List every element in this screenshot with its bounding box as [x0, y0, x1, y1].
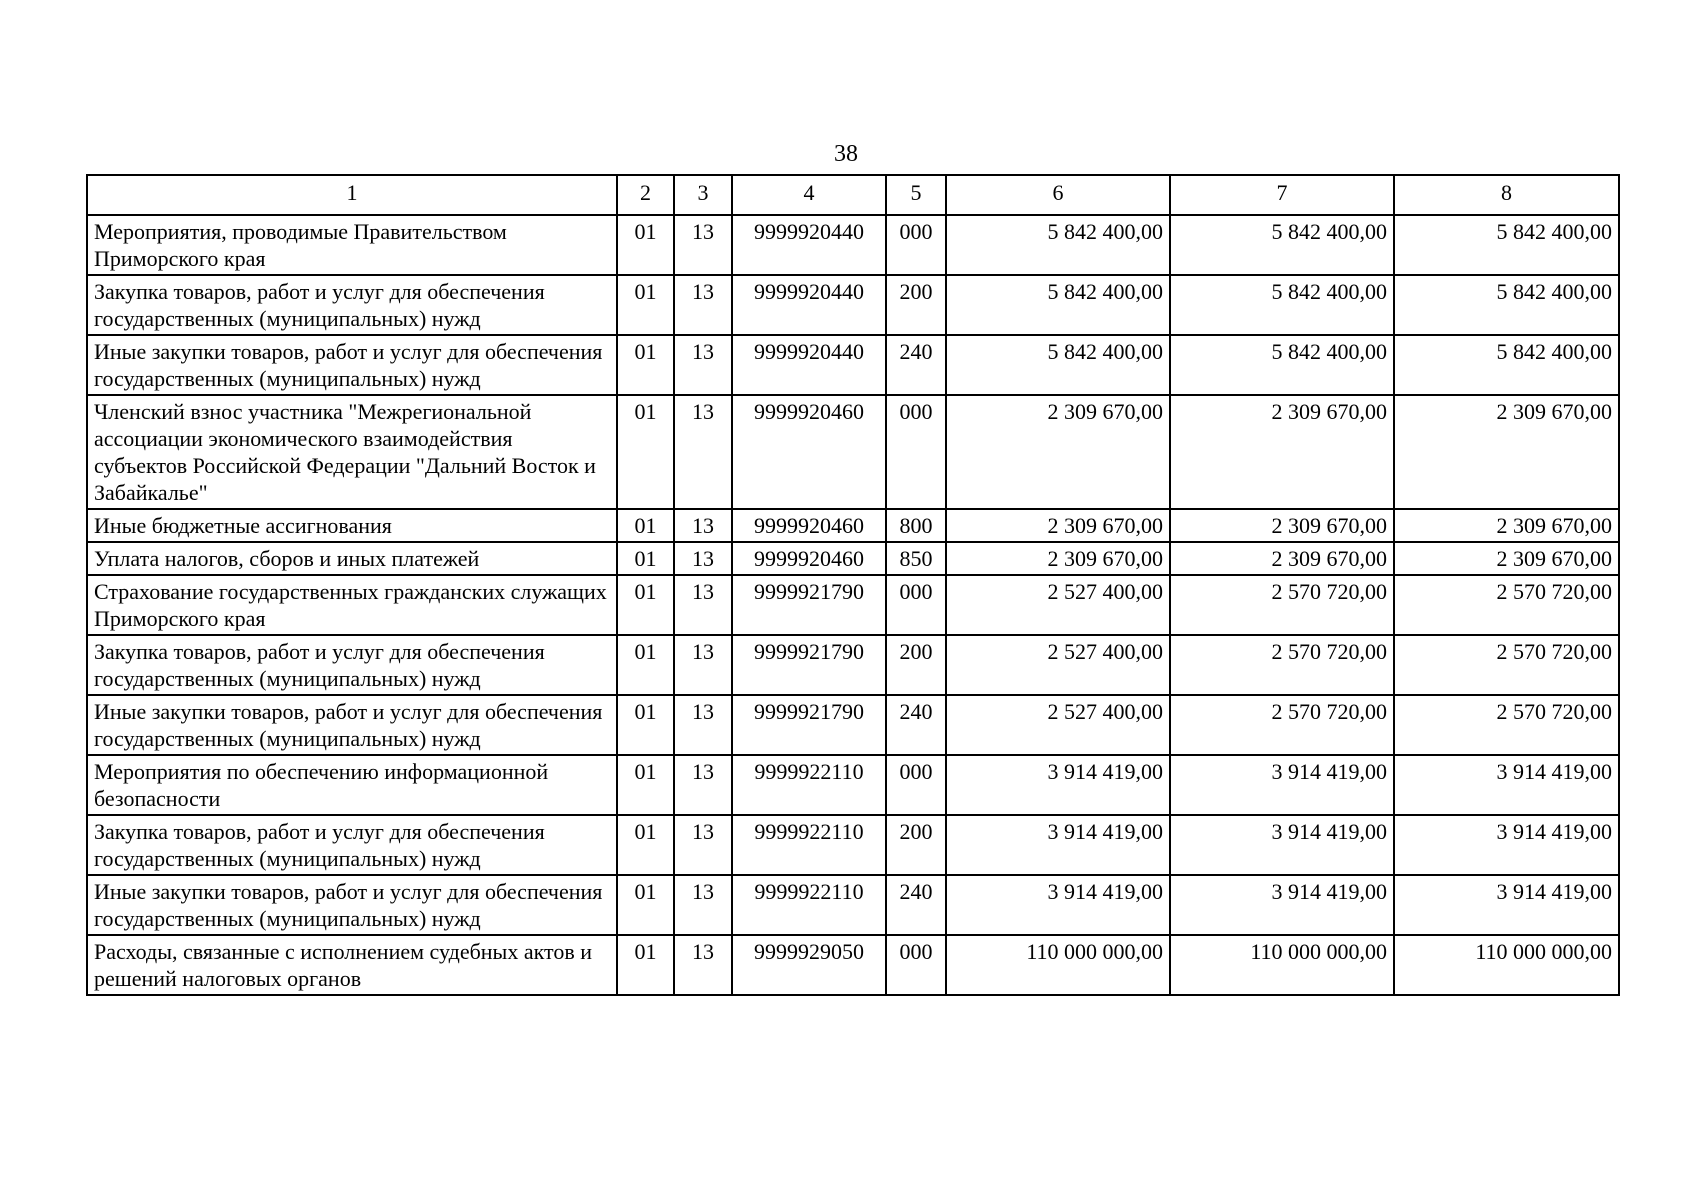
row-section-code: 01	[617, 542, 674, 575]
table-row	[87, 575, 1619, 635]
row-target-code: 9999921790	[732, 575, 886, 635]
header-col-5: 5	[886, 175, 946, 215]
row-expense-type-code: 000	[886, 575, 946, 635]
row-amount-col-8: 5 842 400,00	[1394, 335, 1619, 395]
row-expense-type-code: 240	[886, 335, 946, 395]
row-amount-col-6: 2 309 670,00	[946, 395, 1170, 509]
row-target-code: 9999920460	[732, 542, 886, 575]
header-row	[87, 175, 1619, 215]
table-row	[87, 875, 1619, 935]
table-header	[87, 175, 1619, 215]
row-amount-col-7: 2 570 720,00	[1170, 635, 1394, 695]
row-amount-col-7: 2 309 670,00	[1170, 542, 1394, 575]
row-subsection-code: 13	[674, 695, 732, 755]
header-col-3: 3	[674, 175, 732, 215]
row-subsection-code: 13	[674, 875, 732, 935]
row-amount-col-6: 5 842 400,00	[946, 275, 1170, 335]
row-expense-type-code: 240	[886, 695, 946, 755]
row-expense-type-code: 200	[886, 815, 946, 875]
row-name: Закупка товаров, работ и услуг для обеспечения государственных (муниципальных) нужд	[87, 635, 617, 695]
row-amount-col-7: 2 570 720,00	[1170, 695, 1394, 755]
row-name: Мероприятия, проводимые Правительством Приморского края	[87, 215, 617, 275]
row-amount-col-7: 5 842 400,00	[1170, 335, 1394, 395]
row-section-code: 01	[617, 635, 674, 695]
row-expense-type-code: 240	[886, 875, 946, 935]
row-amount-col-8: 5 842 400,00	[1394, 275, 1619, 335]
table-row	[87, 509, 1619, 542]
row-amount-col-8: 3 914 419,00	[1394, 755, 1619, 815]
row-subsection-code: 13	[674, 335, 732, 395]
row-amount-col-6: 2 527 400,00	[946, 575, 1170, 635]
row-target-code: 9999929050	[732, 935, 886, 995]
row-name: Расходы, связанные с исполнением судебных актов и решений налоговых органов	[87, 935, 617, 995]
row-amount-col-6: 2 527 400,00	[946, 695, 1170, 755]
row-target-code: 9999920440	[732, 335, 886, 395]
row-amount-col-8: 2 570 720,00	[1394, 635, 1619, 695]
header-col-8: 8	[1394, 175, 1619, 215]
table-body	[87, 215, 1619, 995]
row-section-code: 01	[617, 875, 674, 935]
row-target-code: 9999920460	[732, 509, 886, 542]
table-row	[87, 215, 1619, 275]
row-expense-type-code: 200	[886, 635, 946, 695]
header-col-2: 2	[617, 175, 674, 215]
row-subsection-code: 13	[674, 935, 732, 995]
row-expense-type-code: 000	[886, 215, 946, 275]
row-subsection-code: 13	[674, 509, 732, 542]
row-section-code: 01	[617, 815, 674, 875]
row-subsection-code: 13	[674, 395, 732, 509]
table-row	[87, 275, 1619, 335]
budget-table	[86, 174, 1620, 996]
row-amount-col-6: 5 842 400,00	[946, 215, 1170, 275]
header-col-4: 4	[732, 175, 886, 215]
header-col-7: 7	[1170, 175, 1394, 215]
row-amount-col-7: 110 000 000,00	[1170, 935, 1394, 995]
row-name: Иные закупки товаров, работ и услуг для обеспечения государственных (муниципальных) нужд	[87, 695, 617, 755]
row-expense-type-code: 000	[886, 755, 946, 815]
row-subsection-code: 13	[674, 635, 732, 695]
row-amount-col-8: 110 000 000,00	[1394, 935, 1619, 995]
row-name: Иные закупки товаров, работ и услуг для обеспечения государственных (муниципальных) нужд	[87, 875, 617, 935]
row-amount-col-6: 3 914 419,00	[946, 815, 1170, 875]
row-expense-type-code: 000	[886, 935, 946, 995]
row-expense-type-code: 000	[886, 395, 946, 509]
row-name: Членский взнос участника "Межрегиональной ассоциации экономического взаимодействия субъектов Российской Федерации "Дальний Восток и Забайкалье"	[87, 395, 617, 509]
table-row	[87, 335, 1619, 395]
row-section-code: 01	[617, 509, 674, 542]
row-subsection-code: 13	[674, 815, 732, 875]
row-name: Закупка товаров, работ и услуг для обеспечения государственных (муниципальных) нужд	[87, 815, 617, 875]
row-amount-col-8: 2 309 670,00	[1394, 509, 1619, 542]
table-row	[87, 695, 1619, 755]
table-row	[87, 935, 1619, 995]
row-name: Иные бюджетные ассигнования	[87, 509, 617, 542]
row-amount-col-7: 2 309 670,00	[1170, 509, 1394, 542]
row-expense-type-code: 850	[886, 542, 946, 575]
row-amount-col-8: 2 309 670,00	[1394, 542, 1619, 575]
row-target-code: 9999920440	[732, 275, 886, 335]
row-subsection-code: 13	[674, 215, 732, 275]
row-target-code: 9999922110	[732, 755, 886, 815]
row-amount-col-8: 2 570 720,00	[1394, 575, 1619, 635]
table-row	[87, 815, 1619, 875]
row-expense-type-code: 800	[886, 509, 946, 542]
row-amount-col-6: 5 842 400,00	[946, 335, 1170, 395]
row-amount-col-7: 5 842 400,00	[1170, 275, 1394, 335]
row-section-code: 01	[617, 935, 674, 995]
row-target-code: 9999921790	[732, 635, 886, 695]
row-amount-col-8: 2 570 720,00	[1394, 695, 1619, 755]
table-row	[87, 755, 1619, 815]
row-section-code: 01	[617, 215, 674, 275]
row-expense-type-code: 200	[886, 275, 946, 335]
row-amount-col-8: 3 914 419,00	[1394, 815, 1619, 875]
row-section-code: 01	[617, 275, 674, 335]
page-number: 38	[834, 141, 858, 167]
row-target-code: 9999920440	[732, 215, 886, 275]
row-amount-col-8: 2 309 670,00	[1394, 395, 1619, 509]
header-col-1: 1	[87, 175, 617, 215]
row-amount-col-6: 2 309 670,00	[946, 542, 1170, 575]
row-name: Иные закупки товаров, работ и услуг для обеспечения государственных (муниципальных) нужд	[87, 335, 617, 395]
row-target-code: 9999921790	[732, 695, 886, 755]
row-name: Уплата налогов, сборов и иных платежей	[87, 542, 617, 575]
row-name: Мероприятия по обеспечению информационной безопасности	[87, 755, 617, 815]
row-amount-col-6: 2 527 400,00	[946, 635, 1170, 695]
row-subsection-code: 13	[674, 542, 732, 575]
row-section-code: 01	[617, 395, 674, 509]
row-amount-col-6: 2 309 670,00	[946, 509, 1170, 542]
row-target-code: 9999920460	[732, 395, 886, 509]
row-amount-col-7: 5 842 400,00	[1170, 215, 1394, 275]
row-target-code: 9999922110	[732, 815, 886, 875]
row-target-code: 9999922110	[732, 875, 886, 935]
table-row	[87, 542, 1619, 575]
row-amount-col-6: 110 000 000,00	[946, 935, 1170, 995]
row-subsection-code: 13	[674, 755, 732, 815]
row-amount-col-6: 3 914 419,00	[946, 875, 1170, 935]
row-amount-col-7: 3 914 419,00	[1170, 875, 1394, 935]
row-amount-col-6: 3 914 419,00	[946, 755, 1170, 815]
row-section-code: 01	[617, 575, 674, 635]
row-name: Страхование государственных гражданских служащих Приморского края	[87, 575, 617, 635]
row-subsection-code: 13	[674, 275, 732, 335]
row-amount-col-8: 5 842 400,00	[1394, 215, 1619, 275]
row-amount-col-7: 3 914 419,00	[1170, 815, 1394, 875]
row-amount-col-7: 3 914 419,00	[1170, 755, 1394, 815]
row-name: Закупка товаров, работ и услуг для обеспечения государственных (муниципальных) нужд	[87, 275, 617, 335]
row-subsection-code: 13	[674, 575, 732, 635]
row-section-code: 01	[617, 335, 674, 395]
row-amount-col-7: 2 570 720,00	[1170, 575, 1394, 635]
table-row	[87, 395, 1619, 509]
row-amount-col-8: 3 914 419,00	[1394, 875, 1619, 935]
table-row	[87, 635, 1619, 695]
row-amount-col-7: 2 309 670,00	[1170, 395, 1394, 509]
row-section-code: 01	[617, 695, 674, 755]
header-col-6: 6	[946, 175, 1170, 215]
row-section-code: 01	[617, 755, 674, 815]
